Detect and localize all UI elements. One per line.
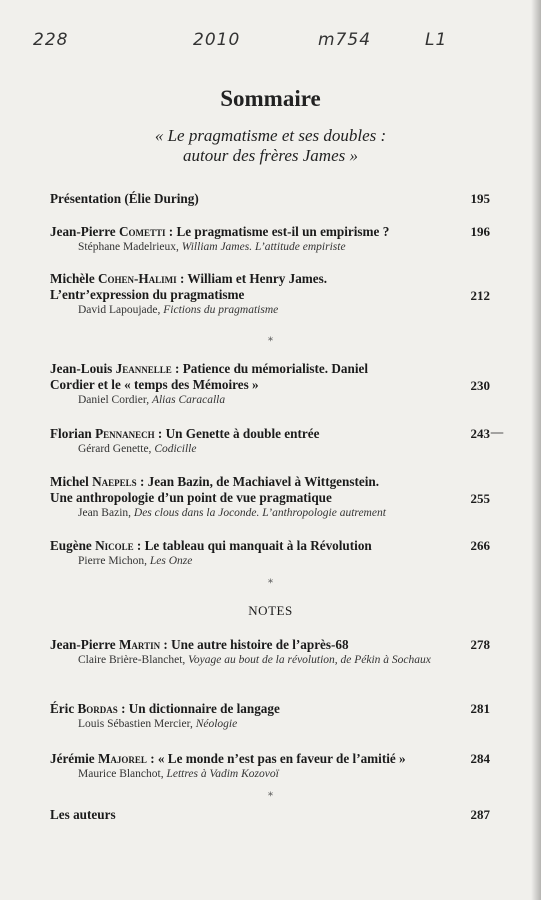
author-surname: Nicole xyxy=(95,538,134,553)
toc-entry xyxy=(50,426,490,457)
author-surname: Cohen-Halimi xyxy=(97,271,177,286)
page-number: 287 xyxy=(470,807,490,822)
separator-star: * xyxy=(268,791,273,802)
entry-reviewed-work: Gérard Genette, Codicille xyxy=(78,443,197,455)
handwritten-number: 228 xyxy=(33,30,69,50)
page-number: 255 xyxy=(470,491,490,506)
entry-title: Éric Bordas : Un dictionnaire de langage xyxy=(50,701,280,716)
page-number: 278 xyxy=(470,637,490,652)
separator-star: * xyxy=(268,578,273,589)
page-number: 196 xyxy=(470,224,490,239)
entry-reviewed-work: Stéphane Madelrieux, William James. L’attitude empiriste xyxy=(78,241,346,253)
entry-reviewed-work: Pierre Michon, Les Onze xyxy=(78,555,193,567)
notes-heading: NOTES xyxy=(248,603,293,618)
entry-title: Florian Pennanech : Un Genette à double entrée xyxy=(50,426,320,441)
entry-title-line-2: L’entr’expression du pragmatisme xyxy=(50,287,245,302)
entry-reviewed-work: Daniel Cordier, Alias Caracalla xyxy=(78,394,226,406)
author-surname: Pennanech xyxy=(95,426,155,441)
page-number: 266 xyxy=(470,538,490,553)
entry-title-line-2: Cordier et le « temps des Mémoires » xyxy=(50,377,259,392)
author-surname: Jeannelle xyxy=(115,361,172,376)
toc-entry-presentation xyxy=(50,191,490,207)
separator-star: * xyxy=(268,336,273,347)
entry-reviewed-work: Jean Bazin, Des clous dans la Joconde. L’anthropologie autrement xyxy=(78,507,386,519)
toc-entry xyxy=(50,751,490,782)
entry-title: Michel Naepels : Jean Bazin, de Machiavel à Wittgenstein. xyxy=(50,474,380,489)
toc-entry-authors xyxy=(50,807,490,823)
toc-entry xyxy=(50,474,490,521)
subtitle-line-2: autour des frères James » xyxy=(182,146,358,165)
entry-title: Michèle Cohen-Halimi : William et Henry James. xyxy=(50,271,328,286)
toc-entry xyxy=(50,701,490,732)
page-number: 195 xyxy=(470,191,490,206)
page-number: 243 xyxy=(470,426,490,441)
entry-title: Les auteurs xyxy=(50,807,116,822)
handwritten-code: m754 xyxy=(318,30,372,50)
page-number: 230 xyxy=(470,378,490,393)
page-number: 212 xyxy=(470,288,490,303)
author-surname: Bordas xyxy=(77,701,118,716)
entry-title-line-2: Une anthropologie d’un point de vue pragmatique xyxy=(50,490,332,505)
entry-title: Jean-Louis Jeannelle : Patience du mémorialiste. Daniel xyxy=(50,361,369,376)
author-surname: Naepels xyxy=(92,474,137,489)
toc-entry xyxy=(50,224,490,255)
toc-entry xyxy=(50,271,490,318)
entry-title: Jean-Pierre Cometti : Le pragmatisme est-il un empirisme ? xyxy=(50,224,390,239)
page-subtitle xyxy=(0,126,541,166)
entry-title: Eugène Nicole : Le tableau qui manquait à la Révolution xyxy=(50,538,372,553)
entry-reviewed-work: Claire Brière-Blanchet, Voyage au bout de la révolution, de Pékin à Sochaux xyxy=(78,654,431,666)
toc-entry xyxy=(50,637,490,668)
entry-reviewed-work: Maurice Blanchot, Lettres à Vadim Kozovoï xyxy=(78,768,279,780)
handwritten-mark: L1 xyxy=(425,30,448,50)
author-surname: Martin xyxy=(118,637,161,652)
page-number: 281 xyxy=(470,701,490,716)
page-title: Sommaire xyxy=(220,86,321,111)
entry-title: Jean-Pierre Martin : Une autre histoire de l’après-68 xyxy=(50,637,349,652)
author-surname: Majorel xyxy=(97,751,147,766)
page-edge-shadow xyxy=(531,0,541,900)
entry-reviewed-work: David Lapoujade, Fictions du pragmatisme xyxy=(78,304,279,316)
toc-entry xyxy=(50,538,490,569)
entry-title: Présentation (Élie During) xyxy=(50,191,199,206)
entry-title: Jérémie Majorel : « Le monde n’est pas en faveur de l’amitié » xyxy=(50,751,406,766)
handwritten-year: 2010 xyxy=(193,30,241,50)
entry-reviewed-work: Louis Sébastien Mercier, Néologie xyxy=(78,718,238,730)
author-surname: Cometti xyxy=(118,224,166,239)
page-number: 284 xyxy=(470,751,490,766)
pen-dash-mark: — xyxy=(490,425,504,441)
subtitle-line-1: « Le pragmatisme et ses doubles : xyxy=(154,126,387,145)
toc-entry xyxy=(50,361,490,408)
